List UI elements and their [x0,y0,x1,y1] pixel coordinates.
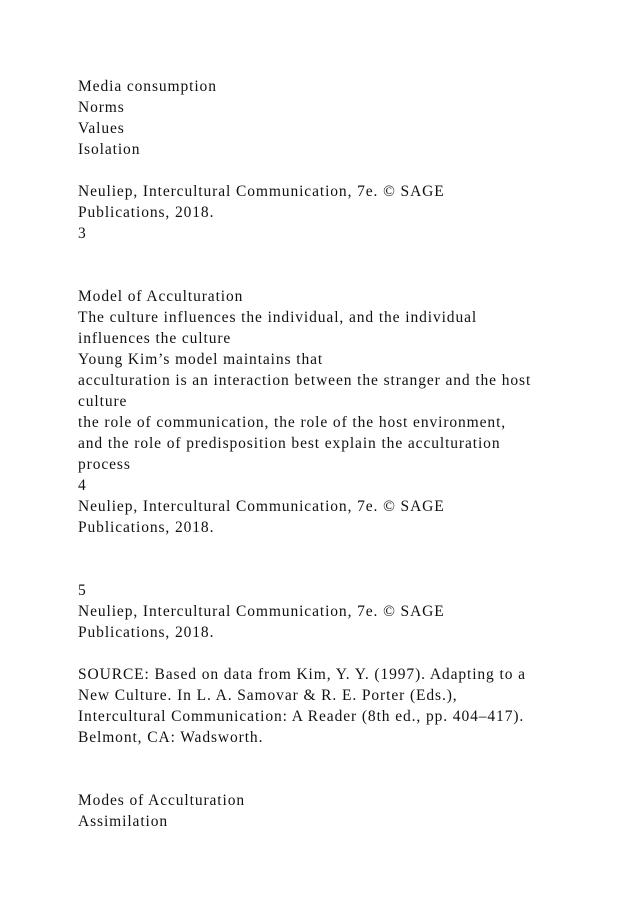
text-line: Young Kim’s model maintains that [78,351,324,368]
citation-line: Neuliep, Intercultural Communication, 7e. © SAGE [78,183,445,200]
citation-line: Publications, 2018. [78,204,215,221]
blank-line [78,244,618,265]
slide-number: 4 [78,477,87,494]
blank-line [78,643,618,664]
slide-number: 3 [78,225,87,242]
text-line: and the role of predisposition best explain the acculturation [78,435,501,452]
text-line: influences the culture [78,330,232,347]
citation-line: Neuliep, Intercultural Communication, 7e. © SAGE [78,603,445,620]
section-heading: Model of Acculturation [78,288,244,305]
slide-number: 5 [78,582,87,599]
text-line: acculturation is an interaction between the stranger and the host [78,372,532,389]
text-line: Media consumption [78,78,217,95]
blank-line [78,265,618,286]
source-line: Intercultural Communication: A Reader (8th ed., pp. 404–417). [78,708,525,725]
text-line: the role of communication, the role of the host environment, [78,414,507,431]
blank-line [78,748,618,769]
citation-line: Neuliep, Intercultural Communication, 7e. © SAGE [78,498,445,515]
text-line: Assimilation [78,813,169,830]
text-line: Isolation [78,141,141,158]
text-line: process [78,456,131,473]
citation-line: Publications, 2018. [78,519,215,536]
source-line: Belmont, CA: Wadsworth. [78,729,264,746]
source-line: New Culture. In L. A. Samovar & R. E. Porter (Eds.), [78,687,458,704]
blank-line [78,559,618,580]
text-line: The culture influences the individual, and the individual [78,309,478,326]
source-line: SOURCE: Based on data from Kim, Y. Y. (1997). Adapting to a [78,666,526,683]
text-line: Norms [78,99,125,116]
blank-line [78,538,618,559]
blank-line [78,160,618,181]
citation-line: Publications, 2018. [78,624,215,641]
blank-line [78,769,618,790]
text-line: Values [78,120,125,137]
document-text [78,76,618,832]
section-heading: Modes of Acculturation [78,792,246,809]
text-line: culture [78,393,128,410]
